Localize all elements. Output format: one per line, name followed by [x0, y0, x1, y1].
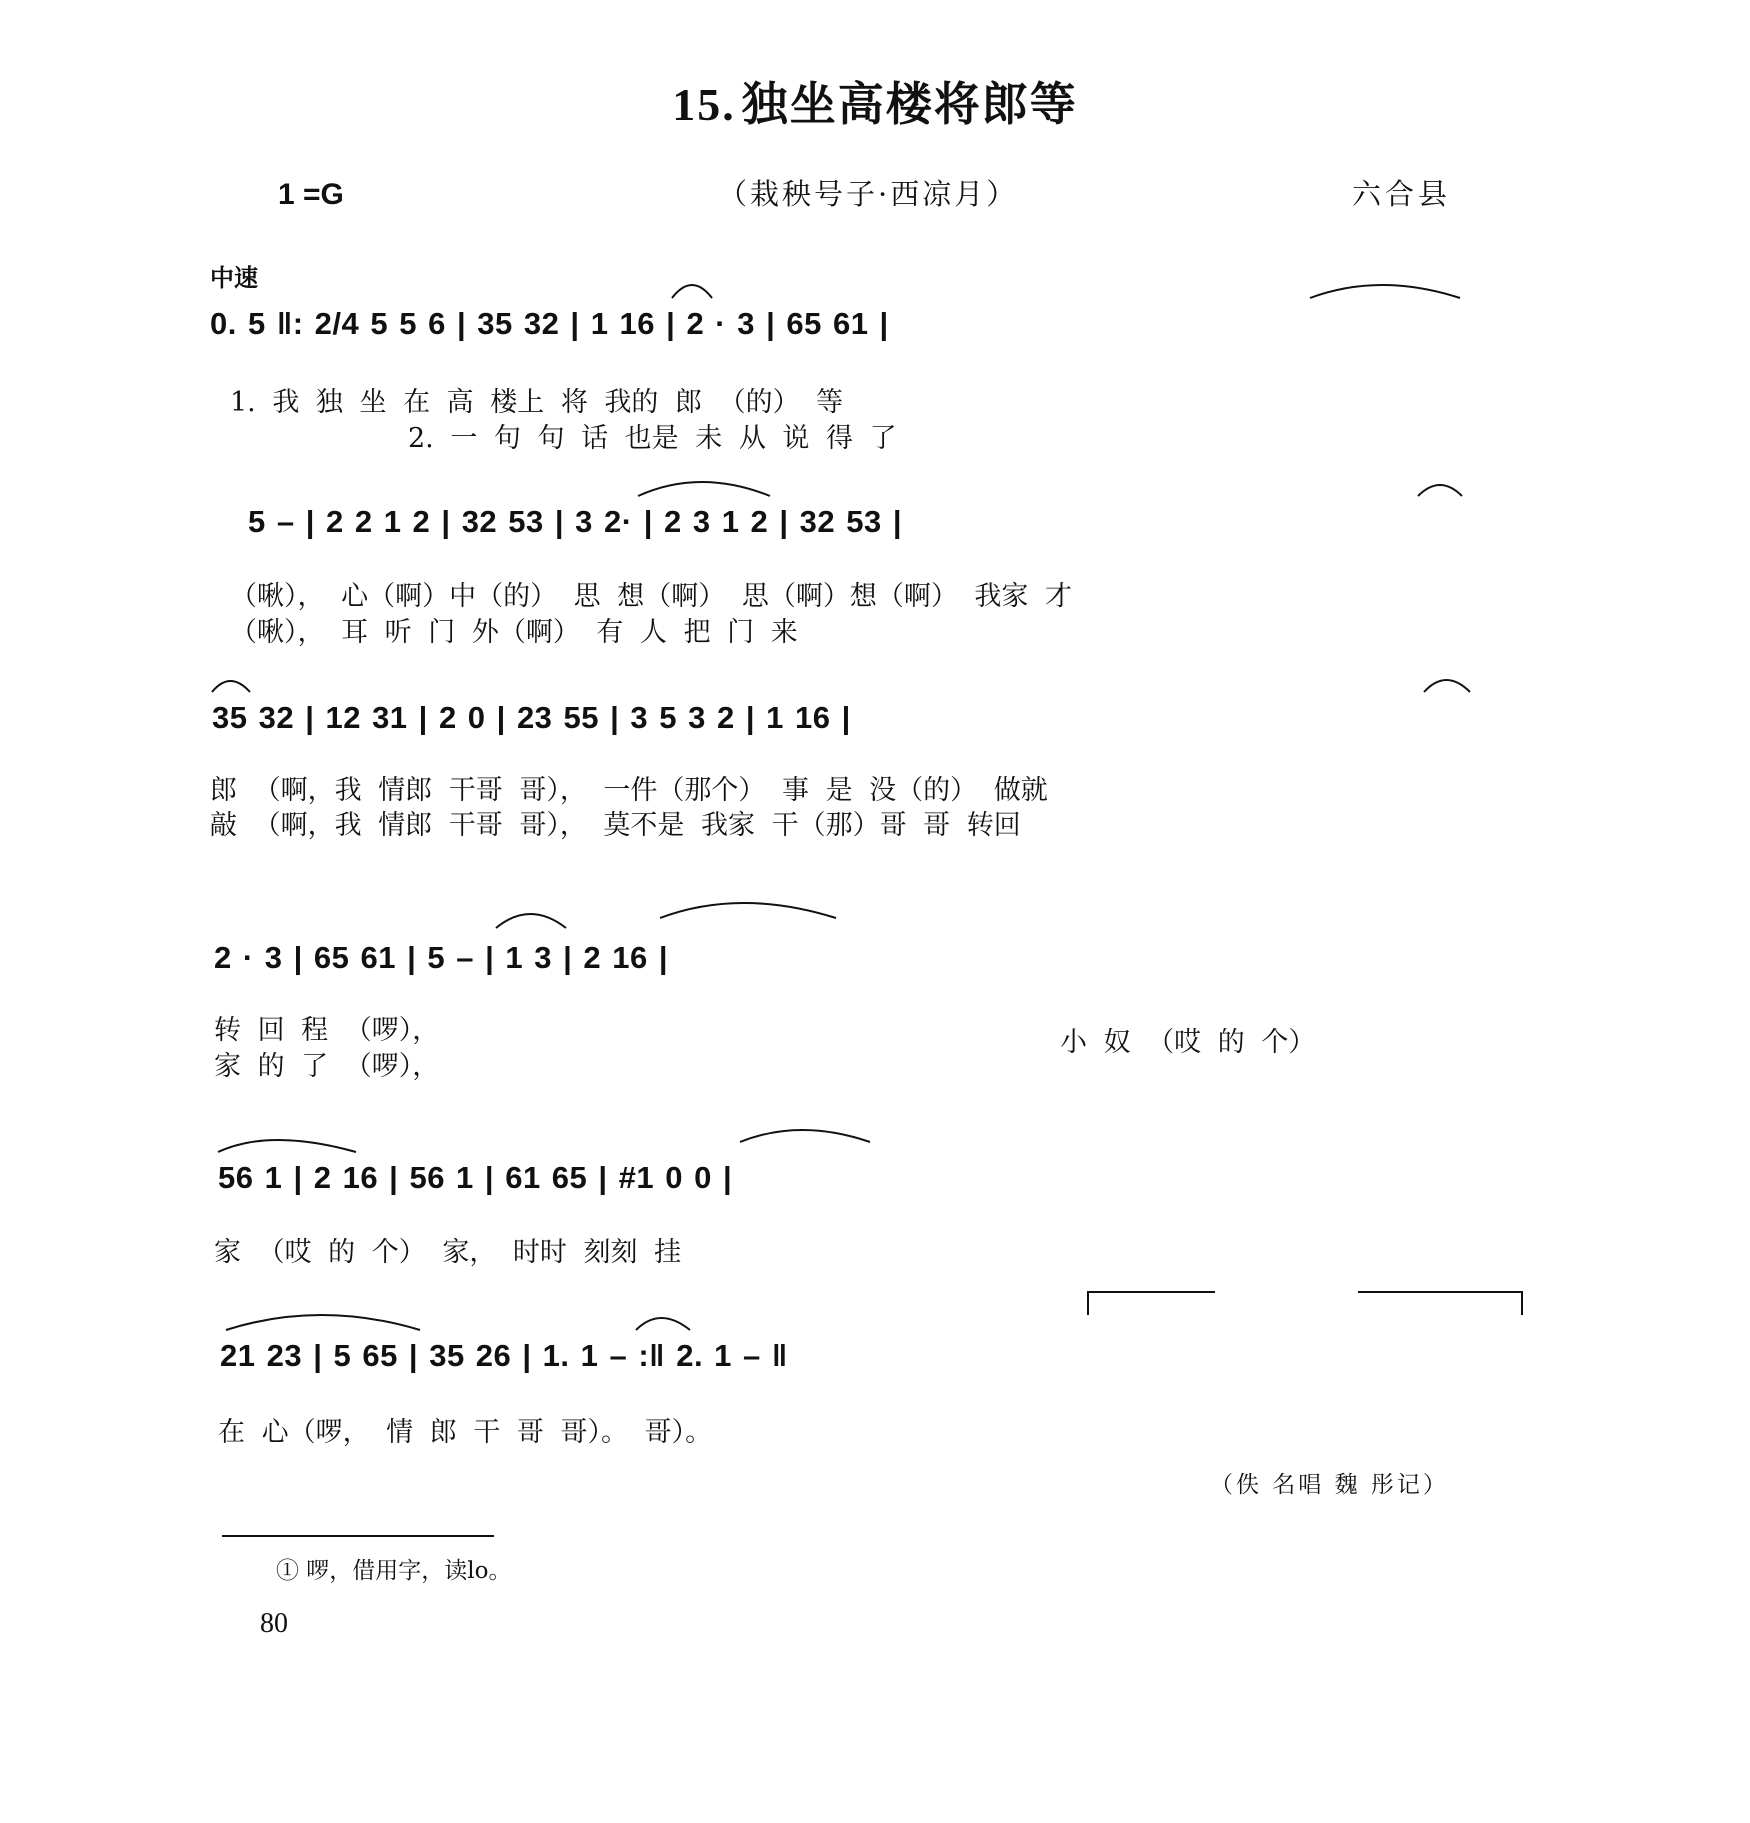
volta-bracket-1: [1088, 1292, 1215, 1315]
lyrics-line-1-verse-1: 1. 我 独 坐 在 高 楼上 将 我的 郎 （的） 等: [230, 387, 844, 418]
slur-mark: [660, 903, 836, 918]
lyrics-line-4-verse-1: 转 回 程 （啰），: [214, 1015, 440, 1046]
slur-mark: [226, 1315, 420, 1330]
lyrics-line-4-refrain: 小 奴 （哎 的 个）: [1060, 1027, 1316, 1058]
slur-mark: [1424, 680, 1470, 692]
lyrics-line-4-verse-2: 家 的 了 （啰），: [214, 1051, 440, 1082]
notation-line-2: 5 – | 2 2 1 2 | 32 53 | 3 2· | 2 3 1 2 | 32 53 |: [248, 504, 903, 539]
slur-mark: [496, 914, 566, 928]
slur-mark: [740, 1130, 870, 1142]
origin-county: 六合县: [1352, 177, 1452, 211]
lyrics-line-6: 在 心（啰， 情 郎 干 哥 哥）。 哥）。: [218, 1417, 713, 1448]
song-title-text: 独坐高楼将郎等: [741, 77, 1078, 131]
lyrics-line-3-verse-1: 郎 （啊，我 情郎 干哥 哥）， 一件（那个） 事 是 没（的） 做就: [210, 775, 1048, 806]
slur-mark: [1418, 485, 1462, 496]
lyrics-line-2-verse-2: （啾）， 耳 听 门 外（啊） 有 人 把 门 来: [230, 617, 798, 648]
notation-line-4: 2 · 3 | 65 61 | 5 – | 1 3 | 2 16 |: [214, 940, 669, 975]
slur-mark: [218, 1140, 356, 1152]
notation-line-6: 21 23 | 5 65 | 35 26 | 1. 1 – :‖ 2. 1 – ‖: [220, 1338, 788, 1373]
slur-mark: [638, 482, 770, 496]
notation-line-5: 56 1 | 2 16 | 56 1 | 61 65 | #1 0 0 |: [218, 1160, 733, 1195]
footnote: ① 啰，借用字，读lo。: [276, 1558, 512, 1584]
slur-mark: [672, 285, 712, 298]
notation-line-3: 35 32 | 12 31 | 2 0 | 23 55 | 3 5 3 2 | 1 16 |: [212, 700, 851, 735]
slur-mark: [212, 681, 250, 692]
genre-subtitle: （栽秧号子·西凉月）: [718, 177, 1019, 211]
notation-line-1: 0. 5 ‖: 2/4 5 5 6 | 35 32 | 1 16 | 2 · 3 | 65 61 |: [210, 306, 889, 341]
key-signature: 1 =G: [278, 178, 344, 211]
performer-credit: （佚 名唱 魏 彤记）: [1210, 1472, 1449, 1498]
slur-mark: [1310, 285, 1460, 298]
slur-mark: [636, 1318, 690, 1330]
lyrics-line-3-verse-2: 敲 （啊，我 情郎 干哥 哥）， 莫不是 我家 干（那）哥 哥 转回: [210, 810, 1021, 841]
lyrics-line-2-verse-1: （啾）， 心（啊）中（的） 思 想（啊） 思（啊）想（啊） 我家 才: [230, 581, 1072, 612]
lyrics-line-5: 家 （哎 的 个） 家， 时时 刻刻 挂: [214, 1237, 682, 1268]
tempo-marking: 中速: [210, 263, 258, 292]
song-number: 15.: [672, 79, 736, 130]
lyrics-line-1-verse-2: 2. 一 句 句 话 也是 未 从 说 得 了: [408, 423, 897, 454]
volta-bracket-2: [1358, 1292, 1522, 1315]
page-number: 80: [260, 1608, 288, 1639]
